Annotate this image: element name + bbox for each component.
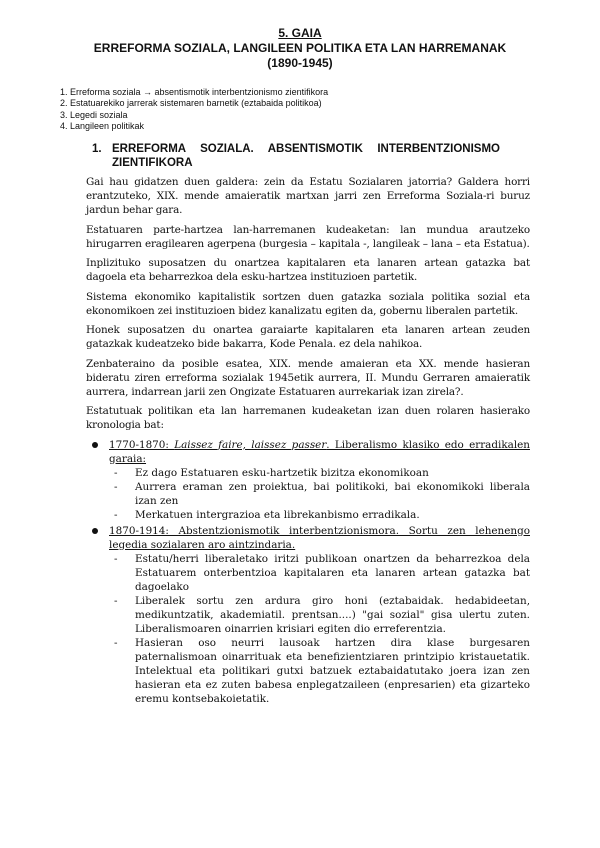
sub-list <box>109 552 530 706</box>
section-title-line1: ERREFORMA SOZIALA. ABSENTISMOTIK INTERBENTZIONISMO <box>112 143 500 155</box>
period-description: . Liberalismo klasiko edo erradikalen garaia: <box>109 438 530 465</box>
period-heading <box>109 438 530 466</box>
toc-item: 4. Langileen politikak <box>60 120 145 131</box>
chronology-list <box>86 438 530 706</box>
paragraph: Estatutuak politikan eta lan harremanen kudeaketan izan duen rolaren hasierako kronologia bat: <box>86 405 530 431</box>
section-number: 1. <box>92 143 102 155</box>
bullet-icon <box>92 528 98 534</box>
dash-icon: - <box>114 594 118 607</box>
body-text <box>86 175 530 706</box>
sub-item-text: Liberalek sortu zen ardura giro honi (eztabaidak. hedabideetan, medikuntzatik, akademiatil. prentsan....) "gai sozial" gisa ulertu zuten. Liberalismoaren oinarrien krisiari egiten dio erreferentzia. <box>135 594 530 635</box>
sub-item-text: Hasieran oso neurri lausoak hartzen dira klase burgesaren paternalismoan oinarrituak eta benefizientziaren printzipio kristauetatik. Intelektual eta politikari gutxi batzuek eztabaidatutako joera izan zen hasieran eta ez zuten babesa enplegatzaileen (enpresarien) eta gizarteko eremu kontsebakoietatik. <box>135 636 530 705</box>
period-heading <box>109 524 530 552</box>
sub-list <box>109 466 530 522</box>
sub-item <box>109 466 530 480</box>
period-description: Abstentzionismotik interbentzionismora. Sortu zen lehenengo legedia sozialaren aro aintzindaria. <box>109 524 530 551</box>
chapter-dates: (1890-1945) <box>267 56 333 70</box>
bullet-icon <box>92 442 98 448</box>
paragraph: Estatuaren parte-hartzea lan-harremanen kudeaketan: lan mundua arautzeko hirugarren eragilearen agerpena (burgesia – kapitala -, langileak – lana – eta Estatua). <box>86 223 530 250</box>
paragraph: Zenbateraino da posible esatea, XIX. mende amaieran eta XX. mende hasieran bideratu ziren erreforma sozialak 1945etik aurrera, II. Mundu Gerraren amaieratik aurrera, indarrean jarii zen Ongizate Estatuaren aurrekariak izan zirela?. <box>86 357 530 398</box>
sub-item <box>109 594 530 636</box>
dash-icon: - <box>114 552 118 565</box>
sub-item <box>109 480 530 508</box>
list-item <box>86 524 530 706</box>
toc-item: 1. Erreforma soziala → absentismotik interbentzionismo zientifikora <box>60 87 329 97</box>
toc-item: 3. Legedi soziala <box>60 109 128 120</box>
sub-item <box>109 636 530 706</box>
title-block <box>60 26 540 71</box>
sub-item <box>109 552 530 594</box>
sub-item-text: Merkatuen intergrazioa eta librekanbismo erradikala. <box>135 508 420 521</box>
toc-item: 2. Estatuarekiko jarrerak sistemaren barnetik (eztabaida politikoa) <box>60 98 322 109</box>
list-item <box>86 438 530 522</box>
dash-icon: - <box>114 508 118 521</box>
period-motto: Laissez faire, laissez passer <box>174 438 327 451</box>
sub-item-text: Aurrera eraman zen proiektua, bai politikoki, bai ekonomikoki liberala izan zen <box>135 480 530 507</box>
chapter-number: 5. GAIA <box>278 26 322 40</box>
sub-item-text: Ez dago Estatuaren esku-hartzetik bizitza ekonomikoan <box>135 466 429 479</box>
chapter-title: ERREFORMA SOZIALA, LANGILEEN POLITIKA ETA LAN HARREMANAK <box>93 41 507 55</box>
period-date: 1870-1914: <box>109 524 179 537</box>
section-title-line2: ZIENTIFIKORA <box>112 157 193 169</box>
dash-icon: - <box>114 480 118 493</box>
dash-icon: - <box>114 466 118 479</box>
sub-item <box>109 508 530 522</box>
paragraph: Honek suposatzen du onartea garaiarte kapitalaren eta lanaren artean zeuden gatazkak kudeatzeko bide bakarra, Kode Penala. ez dela nahikoa. <box>86 324 530 350</box>
paragraph: Inplizituko suposatzen du onartzea kapitalaren eta lanaren artean gatazka bat dagoela eta beharrezkoa dela esku-hartzea instituzioen partetik. <box>86 257 530 283</box>
table-of-contents <box>60 87 540 132</box>
dash-icon: - <box>114 636 118 649</box>
paragraph: Sistema ekonomiko kapitalistik sortzen duen gatazka soziala politika sozial eta ekonomikoen zei instituzioen bidez kanalizatu egiten da, gobernu liberalen partetik. <box>86 290 530 317</box>
sub-item-text: Estatu/herri liberaletako iritzi publikoan onartzen da beharrezkoa dela Estatuarem onterbentzioa kapitalaren eta lanaren artean gatazka bat dagoelako <box>135 552 530 593</box>
period-date: 1770-1870: <box>109 438 175 451</box>
paragraph: Gai hau gidatzen duen galdera: zein da Estatu Sozialaren jatorria? Galdera horri erantzuteko, XIX. mende amaieratik martxan jarri zen Erreforma Soziala-ri buruz jardun behar gara. <box>86 176 530 216</box>
